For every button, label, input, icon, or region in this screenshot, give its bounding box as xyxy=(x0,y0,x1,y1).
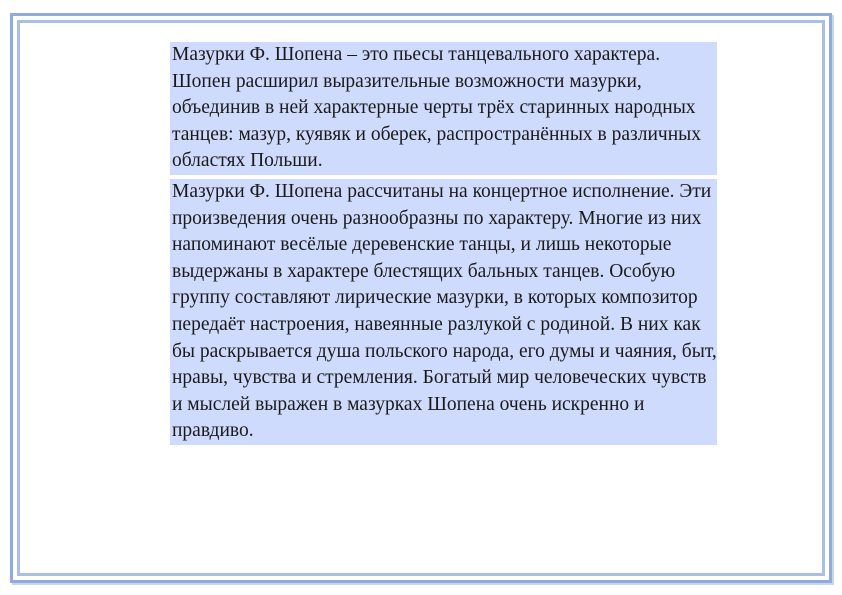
paragraph-description: Мазурки Ф. Шопена рассчитаны на концертное исполнение. Эти произведения очень разнообразны по характеру. Многие из них напоминают весёлые деревенские танцы, и лишь некоторые выдержаны в характере блестящих бальных танцев. Особую группу составляют лирические мазурки, в которых композитор передаёт настроения, навеянные разлукой с родиной. В них как бы раскрывается душа польского народа, его думы и чаяния, быт, нравы, чувства и стремления. Богатый мир человеческих чувств и мыслей выражен в мазурках Шопена очень искренно и правдиво. xyxy=(170,179,717,445)
text-block xyxy=(170,42,717,445)
paragraph-intro: Мазурки Ф. Шопена – это пьесы танцевального характера. Шопен расширил выразительные возможности мазурки, объединив в ней характерные черты трёх старинных народных танцев: мазур, куявяк и оберек, распространённых в различных областях Польши. xyxy=(170,42,717,175)
